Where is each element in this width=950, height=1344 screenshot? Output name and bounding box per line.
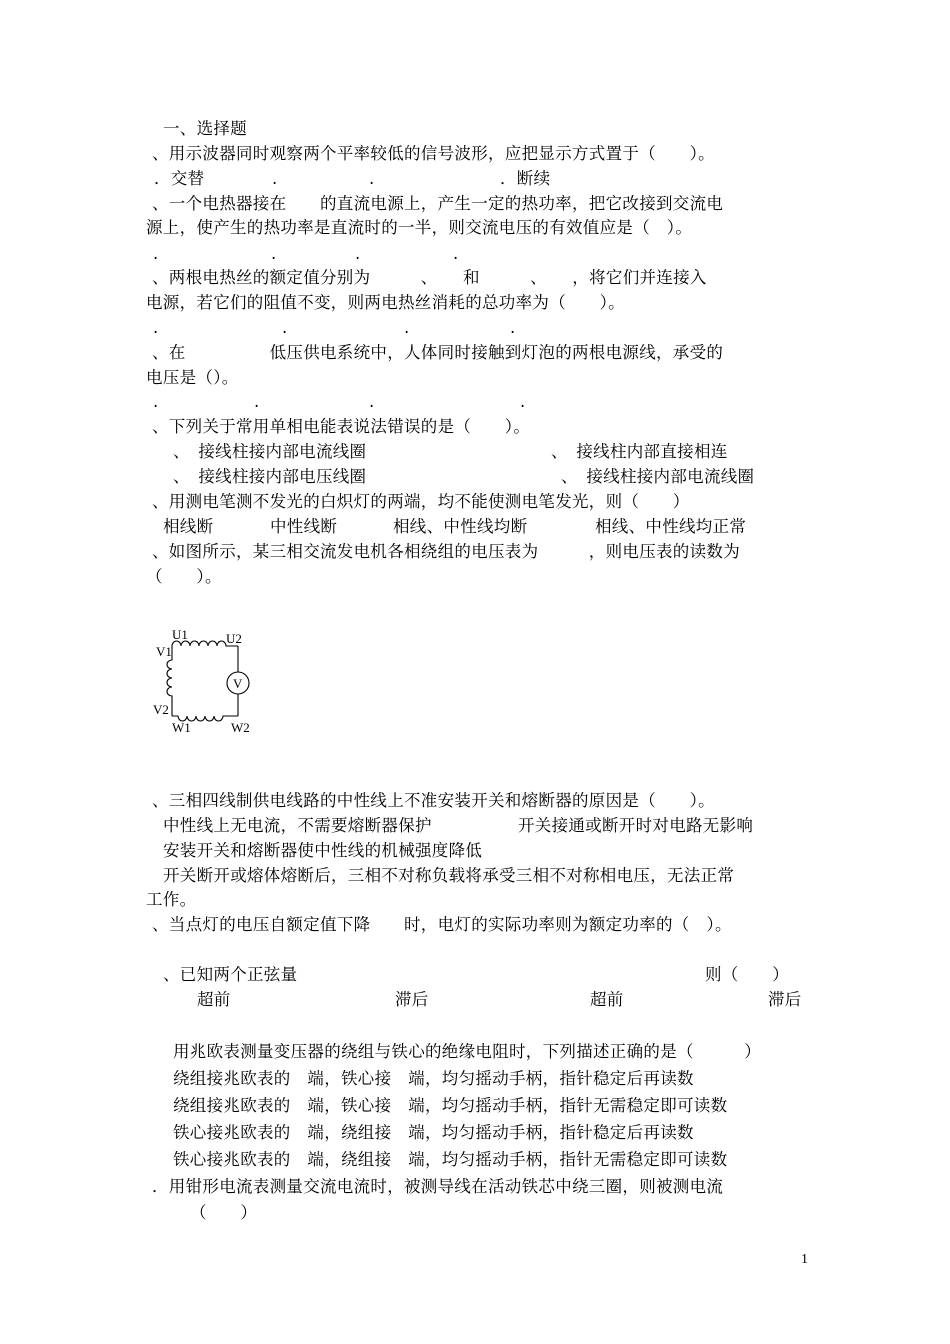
- question-5-option-b: 、 接线柱内部直接相连: [551, 442, 728, 461]
- three-phase-winding-diagram: [152, 622, 272, 742]
- section-title: 一、选择题: [163, 119, 247, 138]
- question-2-option-c: .: [355, 244, 361, 263]
- question-8-text: 、三相四线制供电线路的中性线上不准安装开关和熔断器的原因是（ ）。: [152, 791, 715, 810]
- question-4-line-1: 、在 低压供电系统中，人体同时接触到灯泡的两根电源线，承受的: [152, 343, 724, 362]
- question-1-option-a: ．交替: [154, 169, 205, 188]
- question-10-text: 、已知两个正弦量: [163, 965, 298, 984]
- question-4-option-c: .: [369, 392, 375, 411]
- question-11-option-d: 铁心接兆欧表的 端，绕组接 端，均匀摇动手柄，指针无需稳定即可读数: [173, 1150, 728, 1169]
- question-2-option-d: .: [453, 244, 459, 263]
- question-11-text: 用兆欧表测量变压器的绕组与铁心的绝缘电阻时，下列描述正确的是（ ）: [173, 1042, 761, 1061]
- question-6-option-d: 相线、中性线均正常: [595, 517, 747, 536]
- question-1-option-b: .: [272, 169, 278, 188]
- question-11-option-c: 铁心接兆欧表的 端，绕组接 端，均匀摇动手柄，指针稳定后再读数: [173, 1123, 694, 1142]
- question-10-option-d: 滞后: [768, 990, 802, 1009]
- question-11-option-a: 绕组接兆欧表的 端，铁心接 端，均匀摇动手柄，指针稳定后再读数: [173, 1069, 694, 1088]
- question-1-option-c: .: [369, 169, 375, 188]
- question-3-option-d: .: [510, 318, 516, 337]
- question-4-line-2: 电压是（）。: [146, 368, 239, 387]
- label-v1: V1: [156, 644, 172, 659]
- question-1-text: 、用示波器同时观察两个平率较低的信号波形，应把显示方式置于（ ）。: [152, 144, 715, 163]
- question-8-option-b: 开关接通或断开时对电路无影响: [518, 816, 754, 835]
- label-w2: W2: [231, 720, 250, 735]
- voltmeter-label: V: [233, 676, 243, 691]
- question-8-option-d-line-1: 开关断开或熔体熔断后，三相不对称负载将承受三相不对称相电压，无法正常: [163, 866, 735, 885]
- question-5-option-c: 、 接线柱接内部电压线圈: [173, 467, 367, 486]
- question-10-ze: 则（ ）: [705, 965, 789, 984]
- question-8-option-d-line-2: 工作。: [146, 890, 197, 909]
- question-8-option-a: 中性线上无电流，不需要熔断器保护: [163, 816, 432, 835]
- label-u2: U2: [226, 631, 242, 646]
- question-9-text: 、当点灯的电压自额定值下降 时，电灯的实际功率则为额定功率的（ ）。: [152, 915, 732, 934]
- label-w1: W1: [172, 720, 191, 735]
- question-5-text: 、下列关于常用单相电能表说法错误的是（ ）。: [152, 417, 531, 436]
- question-6-option-a: 相线断: [163, 517, 214, 536]
- question-5-option-a: 、 接线柱接内部电流线圈: [173, 442, 367, 461]
- question-10-option-a: 超前: [197, 990, 231, 1009]
- question-2-line-2: 源上，使产生的热功率是直流时的一半，则交流电压的有效值应是（ ）。: [146, 218, 693, 237]
- question-7-line-1: 、如图所示，某三相交流发电机各相绕组的电压表为 ，则电压表的读数为: [152, 542, 740, 561]
- question-11-option-b: 绕组接兆欧表的 端，铁心接 端，均匀摇动手柄，指针无需稳定即可读数: [173, 1096, 728, 1115]
- question-4-option-a: .: [153, 392, 159, 411]
- question-2-option-b: .: [271, 244, 277, 263]
- question-8-option-c: 安装开关和熔断器使中性线的机械强度降低: [163, 841, 483, 860]
- question-12-line-1: ．用钳形电流表测量交流电流时，被测导线在活动铁芯中绕三圈，则被测电流: [152, 1177, 724, 1196]
- question-12-line-2: （ ）: [190, 1203, 258, 1222]
- question-3-option-b: .: [282, 318, 288, 337]
- question-4-option-b: .: [254, 392, 260, 411]
- question-3-option-c: .: [404, 318, 410, 337]
- question-10-option-b: 滞后: [395, 990, 429, 1009]
- question-5-option-d: 、 接线柱接内部电流线圈: [561, 467, 755, 486]
- question-2-line-1: 、一个电热器接在 的直流电源上，产生一定的热功率，把它改接到交流电: [152, 194, 724, 213]
- question-3-line-1: 、两根电热丝的额定值分别为 、 和 、 ，将它们并连接入: [152, 268, 707, 287]
- question-3-line-2: 电源，若它们的阻值不变，则两电热丝消耗的总功率为（ ）。: [146, 293, 625, 312]
- question-1-option-d: ．断续: [500, 169, 551, 188]
- question-4-option-d: .: [520, 392, 526, 411]
- label-v2: V2: [153, 702, 169, 717]
- question-3-option-a: .: [153, 318, 159, 337]
- page-number: 1: [801, 1252, 808, 1267]
- label-u1: U1: [172, 627, 188, 642]
- question-6-text: 、用测电笔测不发光的白炽灯的两端，均不能使测电笔发光，则（ ）: [152, 492, 690, 511]
- question-6-option-c: 相线、中性线均断: [393, 517, 528, 536]
- question-2-option-a: .: [153, 244, 159, 263]
- question-6-option-b: 中性线断: [270, 517, 338, 536]
- question-7-line-2: （ ）。: [146, 567, 222, 586]
- question-10-option-c: 超前: [590, 990, 624, 1009]
